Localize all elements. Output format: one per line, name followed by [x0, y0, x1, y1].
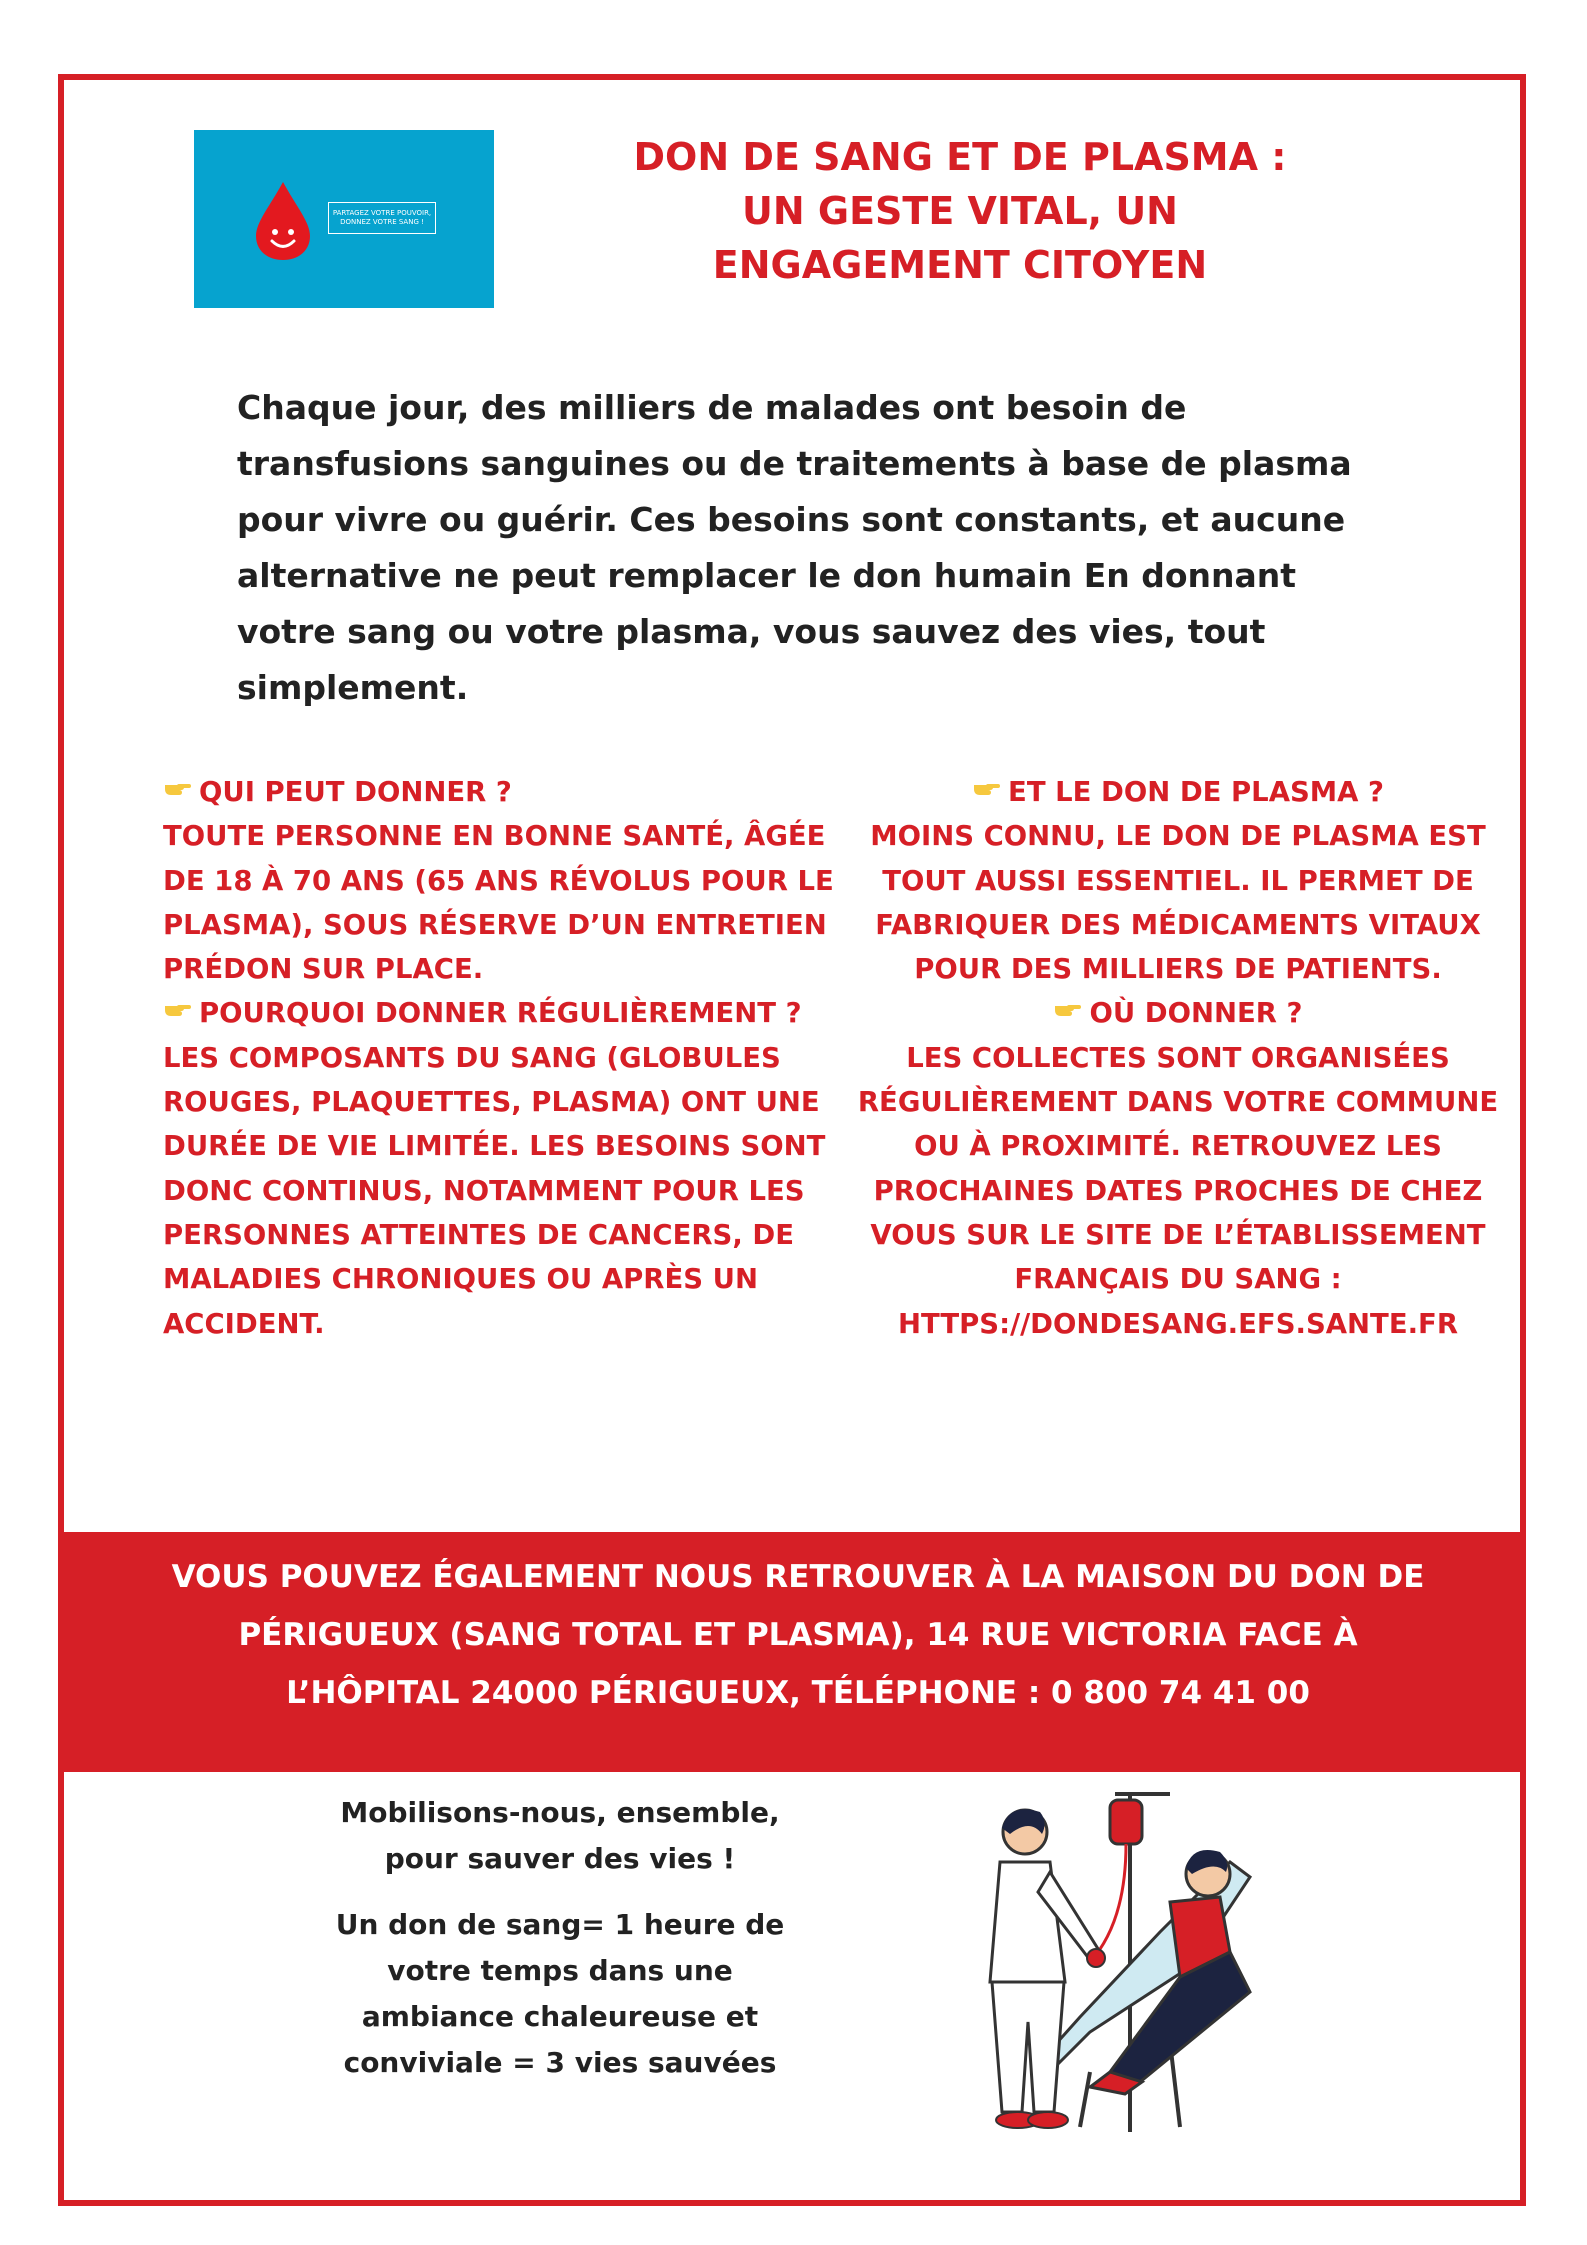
- title-line-3: ENGAGEMENT CITOYEN: [712, 243, 1208, 287]
- logo-slogan-line2: DONNEZ VOTRE SANG !: [340, 218, 424, 226]
- contact-banner-text: VOUS POUVEZ ÉGALEMENT NOUS RETROUVER À LA MAISON DU DON DE PÉRIGUEUX (SANG TOTAL ET PLASMA), 14 RUE VICTORIA FACE À L’HÔPITAL 24000 PÉRIGUEUX, TÉLÉPHONE : 0 800 74 41 00: [171, 1559, 1425, 1711]
- answer-plasma: MOINS CONNU, LE DON DE PLASMA EST TOUT AUSSI ESSENTIEL. IL PERMET DE FABRIQUER DES MÉDICAMENTS VITAUX POUR DES MILLIERS DE PATIENTS.: [870, 820, 1486, 986]
- pointing-hand-icon: [163, 770, 193, 814]
- logo-slogan-line1: PARTAGEZ VOTRE POUVOIR,: [332, 209, 432, 217]
- slogan-block: [330, 1790, 790, 2086]
- question-where: [848, 991, 1508, 1035]
- efs-logo: [194, 130, 494, 308]
- blood-donation-illustration: [930, 1782, 1310, 2142]
- question-where-text: OÙ DONNER ?: [1089, 997, 1303, 1030]
- pointing-hand-icon: [1053, 991, 1083, 1035]
- question-plasma-text: ET LE DON DE PLASMA ?: [1008, 776, 1384, 808]
- question-plasma: [848, 770, 1508, 814]
- answer-why-give: LES COMPOSANTS DU SANG (GLOBULES ROUGES, PLAQUETTES, PLASMA) ONT UNE DURÉE DE VIE LIMITÉE. LES BESOINS SONT DONC CONTINUS, NOTAMMENT POUR LES PERSONNES ATTEINTES DE CANCERS, DE MALADIES CHRONIQUES OU APRÈS UN ACCIDENT.: [163, 1041, 826, 1340]
- slogan-mobilisation: Mobilisons-nous, ensemble, pour sauver des vies !: [340, 1796, 780, 1875]
- answer-who-can-give: TOUTE PERSONNE EN BONNE SANTÉ, ÂGÉE DE 18 À 70 ANS (65 ANS RÉVOLUS POUR LE PLASMA), SOUS RÉSERVE D’UN ENTRETIEN PRÉDON SUR PLACE.: [163, 820, 834, 986]
- contact-banner: [58, 1532, 1526, 1772]
- logo-slogan: [328, 202, 436, 234]
- answer-where: LES COLLECTES SONT ORGANISÉES RÉGULIÈREMENT DANS VOTRE COMMUNE OU À PROXIMITÉ. RETROUVEZ LES PROCHAINES DATES PROCHES DE CHEZ VOUS SUR LE SITE DE L’ÉTABLISSEMENT FRANÇAIS DU SANG :: [857, 1041, 1499, 1296]
- left-column: [163, 770, 843, 1346]
- efs-website-link[interactable]: HTTPS://DONDESANG.EFS.SANTE.FR: [897, 1307, 1459, 1340]
- page-title: [560, 130, 1360, 292]
- question-who-can-give: [163, 770, 843, 814]
- question-why-give: [163, 991, 843, 1035]
- question-why-give-text: POURQUOI DONNER RÉGULIÈREMENT ?: [199, 997, 802, 1030]
- pointing-hand-icon: [163, 991, 193, 1035]
- pointing-hand-icon: [972, 770, 1002, 814]
- question-who-can-give-text: QUI PEUT DONNER ?: [199, 776, 512, 808]
- blood-drop-icon: [248, 180, 318, 262]
- title-line-1: DON DE SANG ET DE PLASMA :: [633, 135, 1287, 179]
- intro-paragraph: Chaque jour, des milliers de malades ont besoin de transfusions sanguines ou de traitements à base de plasma pour vivre ou guérir. Ces besoins sont constants, et aucune alternative ne peut remplacer le don humain En donnant votre sang ou votre plasma, vous sauvez des vies, tout simplement.: [237, 388, 1352, 707]
- right-column: [848, 770, 1508, 1346]
- title-line-2: UN GESTE VITAL, UN: [742, 189, 1178, 233]
- slogan-donation-time: Un don de sang= 1 heure de votre temps dans une ambiance chaleureuse et conviviale = 3 vies sauvées: [335, 1908, 785, 2079]
